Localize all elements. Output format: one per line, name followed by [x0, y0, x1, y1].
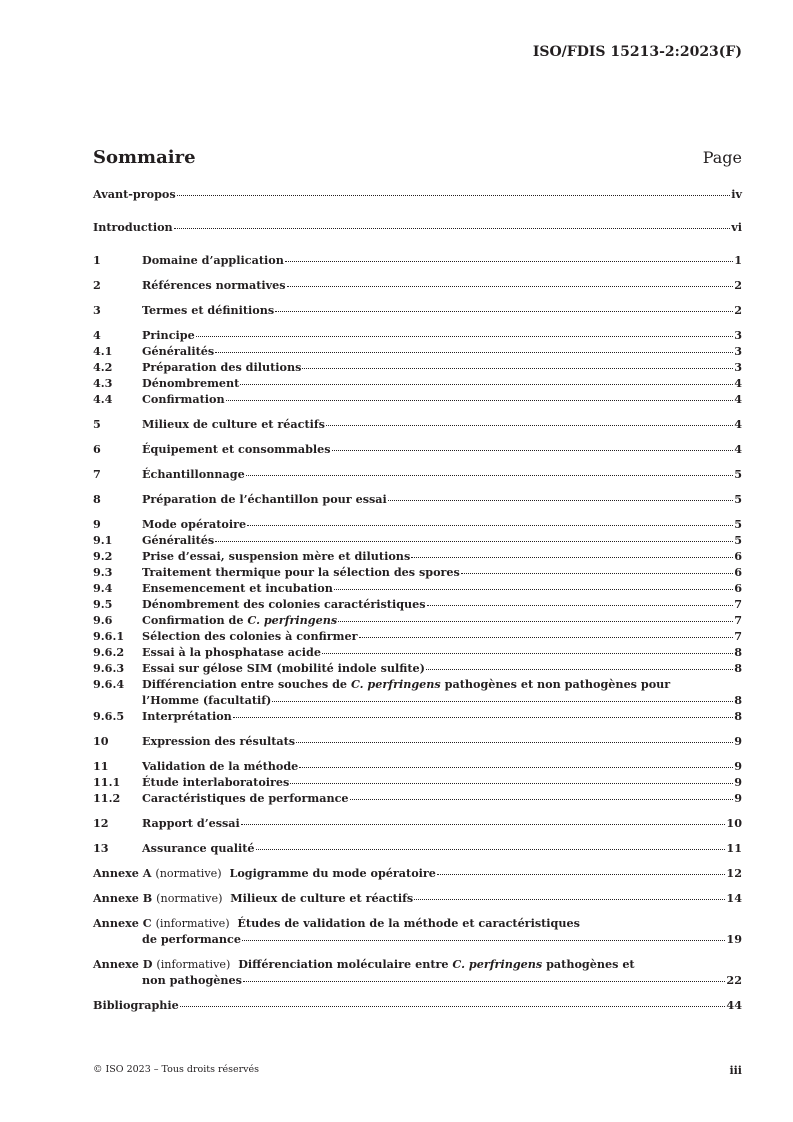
toc-entry-9-5[interactable]	[93, 596, 742, 612]
toc-entry-number: 10	[93, 734, 109, 748]
toc-entry-introduction[interactable]	[93, 219, 742, 235]
toc-entry-annex-b[interactable]	[93, 890, 742, 906]
toc-entry-page: 10	[726, 816, 742, 830]
toc-entry-text: Introduction	[93, 220, 173, 234]
dot-leader	[426, 669, 733, 670]
toc-entry-line	[93, 915, 742, 931]
dot-leader	[215, 352, 733, 353]
toc-entry-number: 5	[93, 417, 101, 431]
species-name: C. perfringens	[247, 613, 338, 627]
toc-entry-page: 2	[734, 278, 742, 292]
toc-entry-text: Confirmation	[142, 392, 225, 406]
annex-label: Annexe C	[93, 916, 152, 930]
annex-title: Différenciation moléculaire entre	[238, 957, 453, 971]
toc-entry-10[interactable]	[93, 733, 742, 749]
toc-entry-9-6-3[interactable]	[93, 660, 742, 676]
toc-entry-line	[93, 931, 742, 947]
toc-entry-number: 2	[93, 278, 101, 292]
toc-entry-text: l’Homme (facultatif)	[142, 693, 272, 707]
toc-entry-text: Interprétation	[142, 709, 232, 723]
toc-entry-text-part: pathogènes et non pathogènes pour	[440, 677, 671, 691]
dot-leader	[427, 605, 734, 606]
dot-leader	[296, 742, 733, 743]
toc-entry-3[interactable]	[93, 302, 742, 318]
toc-entry-9-6-1[interactable]	[93, 628, 742, 644]
toc-entry-number: 13	[93, 841, 109, 855]
toc-entry-9-1[interactable]	[93, 532, 742, 548]
toc-entry-number: 9.6	[93, 613, 113, 627]
toc-entry-number: 11.2	[93, 791, 121, 805]
toc-entry-page: 4	[734, 392, 742, 406]
toc-entry-number: 3	[93, 303, 101, 317]
toc-entry-number: 9.6.4	[93, 677, 125, 691]
dot-leader	[196, 336, 734, 337]
dot-leader	[246, 475, 734, 476]
toc-entry-9-2[interactable]	[93, 548, 742, 564]
toc-entry-9-4[interactable]	[93, 580, 742, 596]
dot-leader	[414, 899, 725, 900]
toc-entry-4-1[interactable]	[93, 343, 742, 359]
toc-entry-4[interactable]	[93, 327, 742, 343]
toc-entry-9-3[interactable]	[93, 564, 742, 580]
toc-entry-9-6-5[interactable]	[93, 708, 742, 724]
table-of-contents	[93, 186, 742, 1013]
toc-entry-text: Avant-propos	[93, 187, 176, 201]
toc-entry-number: 4.2	[93, 360, 113, 374]
toc-entry-text: Dénombrement	[142, 376, 240, 390]
dot-leader	[338, 621, 733, 622]
toc-entry-1[interactable]	[93, 252, 742, 268]
toc-entry-number: 9.6.2	[93, 645, 125, 659]
toc-entry-text: Généralités	[142, 344, 215, 358]
toc-entry-text: Dénombrement des colonies caractéristiques	[142, 597, 426, 611]
dot-leader	[461, 573, 733, 574]
toc-entry-page: 6	[734, 581, 742, 595]
toc-entry-4-4[interactable]	[93, 391, 742, 407]
toc-entry-text: Essai à la phosphatase acide	[142, 645, 321, 659]
copyright-notice: © ISO 2023 – Tous droits réservés	[93, 1064, 260, 1075]
toc-entry-page: 11	[726, 841, 742, 855]
annex-label: Annexe D	[93, 957, 153, 971]
annex-label: Annexe A	[93, 866, 152, 880]
toc-entry-text-part: Différenciation entre souches de	[142, 677, 351, 691]
toc-entry-page: 6	[734, 565, 742, 579]
annex-title: Études de validation de la méthode et caractéristiques	[237, 916, 580, 930]
toc-entry-number: 9.6.1	[93, 629, 125, 643]
toc-entry-page: 4	[734, 442, 742, 456]
dot-leader	[243, 981, 725, 982]
toc-entry-page: 4	[734, 417, 742, 431]
toc-entry-number: 4.4	[93, 392, 113, 406]
toc-entry-page: 9	[734, 775, 742, 789]
toc-entry-page: 22	[726, 973, 742, 987]
dot-leader	[359, 637, 734, 638]
toc-entry-line	[93, 692, 742, 708]
toc-entry-2[interactable]	[93, 277, 742, 293]
toc-entry-13[interactable]	[93, 840, 742, 856]
dot-leader	[285, 261, 733, 262]
toc-entry-text: Essai sur gélose SIM (mobilité indole sulfite)	[142, 661, 425, 675]
document-id: ISO/FDIS 15213-2:2023(F)	[532, 44, 742, 60]
dot-leader	[299, 767, 733, 768]
toc-entry-text: Échantillonnage	[142, 467, 245, 481]
toc-entry-text	[93, 865, 436, 882]
dot-leader	[350, 799, 734, 800]
toc-entry-number: 9	[93, 517, 101, 531]
toc-entry-page: 14	[726, 891, 742, 905]
dot-leader	[326, 425, 733, 426]
toc-entry-text	[142, 676, 670, 692]
toc-entry-bibliographie[interactable]	[93, 997, 742, 1013]
dot-leader	[215, 541, 733, 542]
toc-entry-text: Équipement et consommables	[142, 442, 331, 456]
toc-entry-page: 9	[734, 791, 742, 805]
toc-entry-number: 9.3	[93, 565, 113, 579]
dot-leader	[233, 717, 733, 718]
dot-leader	[240, 384, 733, 385]
page-column-label: Page	[702, 148, 742, 167]
toc-entry-4-2[interactable]	[93, 359, 742, 375]
toc-entry-text: Traitement thermique pour la sélection des spores	[142, 565, 460, 579]
toc-entry-page: 4	[734, 376, 742, 390]
toc-entry-number: 9.4	[93, 581, 113, 595]
dot-leader	[322, 653, 733, 654]
annex-type: (informative)	[155, 917, 230, 930]
dot-leader	[174, 228, 731, 229]
toc-entry-annex-c[interactable]	[93, 915, 742, 947]
toc-entry-page: 5	[734, 467, 742, 481]
dot-leader	[334, 589, 733, 590]
toc-entry-number: 9.5	[93, 597, 113, 611]
toc-entry-page: 3	[734, 328, 742, 342]
toc-entry-text: Prise d’essai, suspension mère et dilutions	[142, 549, 411, 563]
toc-entry-text: Bibliographie	[93, 998, 179, 1012]
toc-entry-text: Assurance qualité	[142, 841, 255, 855]
toc-entry-annex-d[interactable]	[93, 956, 742, 988]
toc-entry-number: 9.2	[93, 549, 113, 563]
toc-entry-7[interactable]	[93, 466, 742, 482]
annex-type: (normative)	[155, 867, 222, 880]
dot-leader	[241, 824, 726, 825]
toc-entry-page: 7	[734, 597, 742, 611]
toc-entry-text: Généralités	[142, 533, 215, 547]
toc-entry-number: 12	[93, 816, 109, 830]
toc-entry-4-3[interactable]	[93, 375, 742, 391]
toc-entry-11-2[interactable]	[93, 790, 742, 806]
toc-entry-9-6-2[interactable]	[93, 644, 742, 660]
toc-entry-line	[93, 972, 742, 988]
toc-entry-line	[93, 676, 742, 692]
toc-entry-page: 19	[726, 932, 742, 946]
toc-entry-text: Références normatives	[142, 278, 286, 292]
annex-title: Milieux de culture et réactifs	[230, 891, 414, 905]
toc-entry-text: Principe	[142, 328, 195, 342]
toc-entry-page: 9	[734, 759, 742, 773]
toc-entry-9-6-4[interactable]	[93, 676, 742, 708]
dot-leader	[437, 874, 725, 875]
toc-entry-6[interactable]	[93, 441, 742, 457]
toc-entry-avant-propos[interactable]	[93, 186, 742, 202]
toc-entry-page: 7	[734, 613, 742, 627]
toc-entry-text: Rapport d’essai	[142, 816, 240, 830]
toc-entry-number: 9.6.3	[93, 661, 125, 675]
annex-title: pathogènes et	[542, 957, 635, 971]
species-name: C. perfringens	[350, 677, 441, 691]
toc-entry-page: 9	[734, 734, 742, 748]
dot-leader	[242, 940, 725, 941]
toc-entry-9-6[interactable]	[93, 612, 742, 628]
toc-entry-page: 12	[726, 866, 742, 880]
toc-entry-9[interactable]	[93, 516, 742, 532]
toc-entry-text: Milieux de culture et réactifs	[142, 417, 325, 431]
dot-leader	[411, 557, 733, 558]
annex-type: (normative)	[156, 892, 223, 905]
toc-entry-number: 9.1	[93, 533, 113, 547]
toc-entry-page: 8	[734, 709, 742, 723]
toc-entry-page: iv	[731, 187, 742, 201]
toc-entry-number: 6	[93, 442, 101, 456]
toc-entry-annex-a[interactable]	[93, 865, 742, 881]
dot-leader	[302, 368, 733, 369]
dot-leader	[247, 525, 733, 526]
toc-entry-number: 7	[93, 467, 101, 481]
dot-leader	[332, 450, 734, 451]
toc-entry-page: 44	[726, 998, 742, 1012]
toc-entry-text: Préparation des dilutions	[142, 360, 302, 374]
toc-entry-11[interactable]	[93, 758, 742, 774]
toc-entry-page: 8	[734, 645, 742, 659]
toc-entry-page: 7	[734, 629, 742, 643]
toc-entry-text: Termes et définitions	[142, 303, 275, 317]
toc-entry-text: Étude interlaboratoires	[142, 775, 290, 789]
toc-entry-5[interactable]	[93, 416, 742, 432]
toc-entry-text: Expression des résultats	[142, 734, 296, 748]
toc-entry-text-part: Confirmation de	[142, 613, 248, 627]
toc-entry-page: 8	[734, 661, 742, 675]
toc-entry-page: 5	[734, 533, 742, 547]
page-number: iii	[729, 1064, 742, 1077]
toc-entry-number: 4.1	[93, 344, 113, 358]
toc-entry-page: 8	[734, 693, 742, 707]
toc-entry-text: de performance	[142, 932, 241, 946]
toc-entry-text	[142, 612, 337, 628]
toc-entry-number: 11	[93, 759, 109, 773]
toc-entry-text: non pathogènes	[142, 973, 242, 987]
annex-title: Logigramme du mode opératoire	[229, 866, 436, 880]
toc-entry-number: 4.3	[93, 376, 113, 390]
dot-leader	[275, 311, 733, 312]
toc-entry-number: 9.6.5	[93, 709, 125, 723]
toc-entry-page: 5	[734, 492, 742, 506]
page-title: Sommaire	[93, 147, 196, 168]
dot-leader	[256, 849, 726, 850]
toc-entry-text: Ensemencement et incubation	[142, 581, 333, 595]
toc-entry-line	[93, 956, 742, 972]
toc-entry-page: 2	[734, 303, 742, 317]
toc-entry-text: Sélection des colonies à confirmer	[142, 629, 358, 643]
toc-entry-page: vi	[731, 220, 742, 234]
toc-entry-12[interactable]	[93, 815, 742, 831]
toc-entry-page: 5	[734, 517, 742, 531]
toc-entry-11-1[interactable]	[93, 774, 742, 790]
toc-entry-text	[93, 890, 413, 907]
toc-entry-number: 8	[93, 492, 101, 506]
toc-header	[93, 147, 742, 168]
annex-type: (informative)	[156, 958, 231, 971]
toc-entry-text: Validation de la méthode	[142, 759, 299, 773]
dot-leader	[272, 701, 733, 702]
page-footer	[93, 1064, 742, 1077]
annex-label: Annexe B	[93, 891, 153, 905]
dot-leader	[287, 286, 734, 287]
toc-entry-number: 1	[93, 253, 101, 267]
toc-entry-page: 3	[734, 344, 742, 358]
toc-entry-page: 1	[734, 253, 742, 267]
toc-entry-page: 6	[734, 549, 742, 563]
dot-leader	[180, 1006, 726, 1007]
toc-entry-number: 11.1	[93, 775, 121, 789]
species-name: C. perfringens	[452, 957, 543, 971]
dot-leader	[290, 783, 733, 784]
dot-leader	[388, 500, 733, 501]
toc-entry-text: Mode opératoire	[142, 517, 247, 531]
toc-entry-page: 3	[734, 360, 742, 374]
dot-leader	[226, 400, 734, 401]
toc-entry-text: Caractéristiques de performance	[142, 791, 349, 805]
toc-entry-text: Domaine d’application	[142, 253, 284, 267]
toc-entry-text: Préparation de l’échantillon pour essai	[142, 492, 387, 506]
toc-entry-number: 4	[93, 328, 101, 342]
dot-leader	[177, 195, 731, 196]
toc-entry-8[interactable]	[93, 491, 742, 507]
